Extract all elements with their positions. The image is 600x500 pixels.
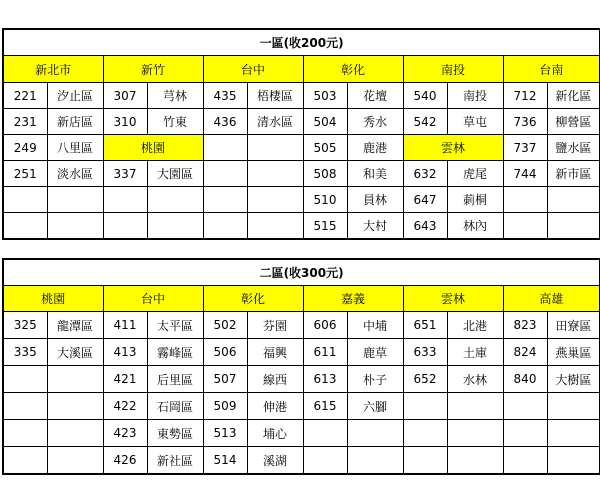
table-cell: 溪湖 <box>247 447 303 475</box>
subheader-yunlin: 雲林 <box>403 135 503 161</box>
zone2-header-taoyuan: 桃園 <box>3 286 103 312</box>
table-cell: 太平區 <box>147 312 203 339</box>
table-cell: 422 <box>103 393 147 420</box>
zone1-header-tainan: 台南 <box>503 56 600 83</box>
table-cell: 芬園 <box>247 312 303 339</box>
table-row <box>3 187 600 213</box>
table-cell: 土庫 <box>447 339 503 366</box>
table-cell: 611 <box>303 339 347 366</box>
table-row <box>3 339 600 366</box>
table-cell: 540 <box>403 83 447 109</box>
table-cell: 清水區 <box>247 109 303 135</box>
table-cell: 824 <box>503 339 547 366</box>
zone2-header-yunlin: 雲林 <box>403 286 503 312</box>
zone1-header-hsinchu: 新竹 <box>103 56 203 83</box>
zone2-header-kaohsiung: 高雄 <box>503 286 600 312</box>
table-cell <box>447 420 503 447</box>
table-cell: 大樹區 <box>547 366 600 393</box>
table-cell: 633 <box>403 339 447 366</box>
table-cell <box>147 213 203 240</box>
table-row <box>3 83 600 109</box>
table-cell: 510 <box>303 187 347 213</box>
table-cell <box>203 213 247 240</box>
table-cell: 東勢區 <box>147 420 203 447</box>
table-cell <box>503 420 547 447</box>
table-cell: 伸港 <box>247 393 303 420</box>
zone1-header-taichung: 台中 <box>203 56 303 83</box>
table-cell: 汐止區 <box>47 83 103 109</box>
table-row <box>3 366 600 393</box>
table-cell: 231 <box>3 109 47 135</box>
table-cell: 員林 <box>347 187 403 213</box>
table-cell <box>547 447 600 475</box>
table-cell: 水林 <box>447 366 503 393</box>
table-cell: 736 <box>503 109 547 135</box>
table-cell: 竹東 <box>147 109 203 135</box>
table-cell <box>3 366 47 393</box>
table-cell <box>503 447 547 475</box>
table-row <box>3 135 600 161</box>
table-cell <box>247 135 303 161</box>
zone1-header-changhua: 彰化 <box>303 56 403 83</box>
table-cell <box>547 393 600 420</box>
table-row <box>3 109 600 135</box>
table-row <box>3 447 600 475</box>
table-cell <box>47 213 103 240</box>
zone2-title: 二區(收300元) <box>3 259 600 286</box>
table-cell: 509 <box>203 393 247 420</box>
table-cell <box>403 420 447 447</box>
table-row <box>3 312 600 339</box>
table-cell: 632 <box>403 161 447 187</box>
table-cell: 613 <box>303 366 347 393</box>
table-cell: 411 <box>103 312 147 339</box>
table-cell: 新店區 <box>47 109 103 135</box>
table-cell: 秀水 <box>347 109 403 135</box>
table-cell <box>47 187 103 213</box>
table-cell: 新市區 <box>547 161 600 187</box>
table-cell: 線西 <box>247 366 303 393</box>
table-cell <box>403 447 447 475</box>
table-cell: 503 <box>303 83 347 109</box>
table-cell <box>47 447 103 475</box>
zone2-header-taichung: 台中 <box>103 286 203 312</box>
table-row <box>3 420 600 447</box>
table-cell: 朴子 <box>347 366 403 393</box>
table-cell: 504 <box>303 109 347 135</box>
table-cell <box>447 447 503 475</box>
table-cell: 鹿草 <box>347 339 403 366</box>
table-cell: 310 <box>103 109 147 135</box>
zone2-header-chiayi: 嘉義 <box>303 286 403 312</box>
zone1-header-xinbei: 新北市 <box>3 56 103 83</box>
table-cell: 草屯 <box>447 109 503 135</box>
table-cell: 651 <box>403 312 447 339</box>
table-cell: 506 <box>203 339 247 366</box>
table-cell: 六腳 <box>347 393 403 420</box>
table-cell: 后里區 <box>147 366 203 393</box>
table-cell <box>347 447 403 475</box>
table-cell: 643 <box>403 213 447 240</box>
table-cell <box>447 393 503 420</box>
table-cell <box>503 213 547 240</box>
table-cell: 新化區 <box>547 83 600 109</box>
table-cell: 606 <box>303 312 347 339</box>
table-row <box>3 213 600 240</box>
table-cell <box>203 135 247 161</box>
table-cell: 鹽水區 <box>547 135 600 161</box>
zone1-table <box>2 28 600 240</box>
table-cell <box>147 187 203 213</box>
table-row <box>3 393 600 420</box>
table-cell: 325 <box>3 312 47 339</box>
table-cell: 石岡區 <box>147 393 203 420</box>
table-cell: 823 <box>503 312 547 339</box>
table-cell: 508 <box>303 161 347 187</box>
table-cell <box>303 420 347 447</box>
table-cell <box>203 161 247 187</box>
table-cell: 中埔 <box>347 312 403 339</box>
table-cell <box>347 420 403 447</box>
zone2-header-changhua: 彰化 <box>203 286 303 312</box>
table-cell: 林內 <box>447 213 503 240</box>
table-cell: 737 <box>503 135 547 161</box>
table-cell: 田寮區 <box>547 312 600 339</box>
table-cell: 燕巢區 <box>547 339 600 366</box>
table-cell: 霧峰區 <box>147 339 203 366</box>
table-cell <box>247 161 303 187</box>
table-cell <box>3 213 47 240</box>
table-cell: 426 <box>103 447 147 475</box>
table-cell: 八里區 <box>47 135 103 161</box>
table-cell <box>247 187 303 213</box>
table-cell: 花壇 <box>347 83 403 109</box>
zone2-table <box>2 258 600 475</box>
table-cell <box>303 447 347 475</box>
table-row <box>3 161 600 187</box>
table-cell <box>103 213 147 240</box>
table-cell: 柳營區 <box>547 109 600 135</box>
table-cell <box>47 366 103 393</box>
table-cell <box>47 420 103 447</box>
table-cell: 652 <box>403 366 447 393</box>
table-cell: 福興 <box>247 339 303 366</box>
table-cell <box>103 187 147 213</box>
table-cell <box>3 420 47 447</box>
table-cell: 埔心 <box>247 420 303 447</box>
table-cell: 307 <box>103 83 147 109</box>
table-cell <box>203 187 247 213</box>
table-cell: 421 <box>103 366 147 393</box>
table-cell: 新社區 <box>147 447 203 475</box>
table-cell: 梧棲區 <box>247 83 303 109</box>
table-cell <box>547 420 600 447</box>
table-cell: 712 <box>503 83 547 109</box>
table-cell: 514 <box>203 447 247 475</box>
table-cell: 251 <box>3 161 47 187</box>
table-cell: 647 <box>403 187 447 213</box>
table-cell: 大園區 <box>147 161 203 187</box>
table-cell <box>403 393 447 420</box>
table-cell <box>3 447 47 475</box>
table-cell: 744 <box>503 161 547 187</box>
subheader-taoyuan: 桃園 <box>103 135 203 161</box>
table-cell: 221 <box>3 83 47 109</box>
table-cell: 423 <box>103 420 147 447</box>
table-cell: 413 <box>103 339 147 366</box>
table-cell: 435 <box>203 83 247 109</box>
zone1-title: 一區(收200元) <box>3 29 600 56</box>
table-cell: 莿桐 <box>447 187 503 213</box>
table-cell <box>247 213 303 240</box>
table-cell: 515 <box>303 213 347 240</box>
table-cell: 南投 <box>447 83 503 109</box>
table-cell <box>3 393 47 420</box>
table-cell: 虎尾 <box>447 161 503 187</box>
table-cell <box>503 393 547 420</box>
table-cell: 鹿港 <box>347 135 403 161</box>
table-cell: 513 <box>203 420 247 447</box>
table-cell: 502 <box>203 312 247 339</box>
table-cell <box>547 213 600 240</box>
table-cell: 淡水區 <box>47 161 103 187</box>
table-cell <box>47 393 103 420</box>
table-cell: 北港 <box>447 312 503 339</box>
table-cell <box>503 187 547 213</box>
table-cell: 大溪區 <box>47 339 103 366</box>
table-cell: 芎林 <box>147 83 203 109</box>
table-cell: 335 <box>3 339 47 366</box>
table-cell: 840 <box>503 366 547 393</box>
table-cell: 615 <box>303 393 347 420</box>
table-cell <box>547 187 600 213</box>
table-cell: 337 <box>103 161 147 187</box>
table-cell: 436 <box>203 109 247 135</box>
table-cell: 龍潭區 <box>47 312 103 339</box>
table-cell: 507 <box>203 366 247 393</box>
table-cell: 505 <box>303 135 347 161</box>
table-cell <box>3 187 47 213</box>
table-cell: 542 <box>403 109 447 135</box>
zone1-header-nantou: 南投 <box>403 56 503 83</box>
table-cell: 大村 <box>347 213 403 240</box>
table-cell: 和美 <box>347 161 403 187</box>
table-cell: 249 <box>3 135 47 161</box>
